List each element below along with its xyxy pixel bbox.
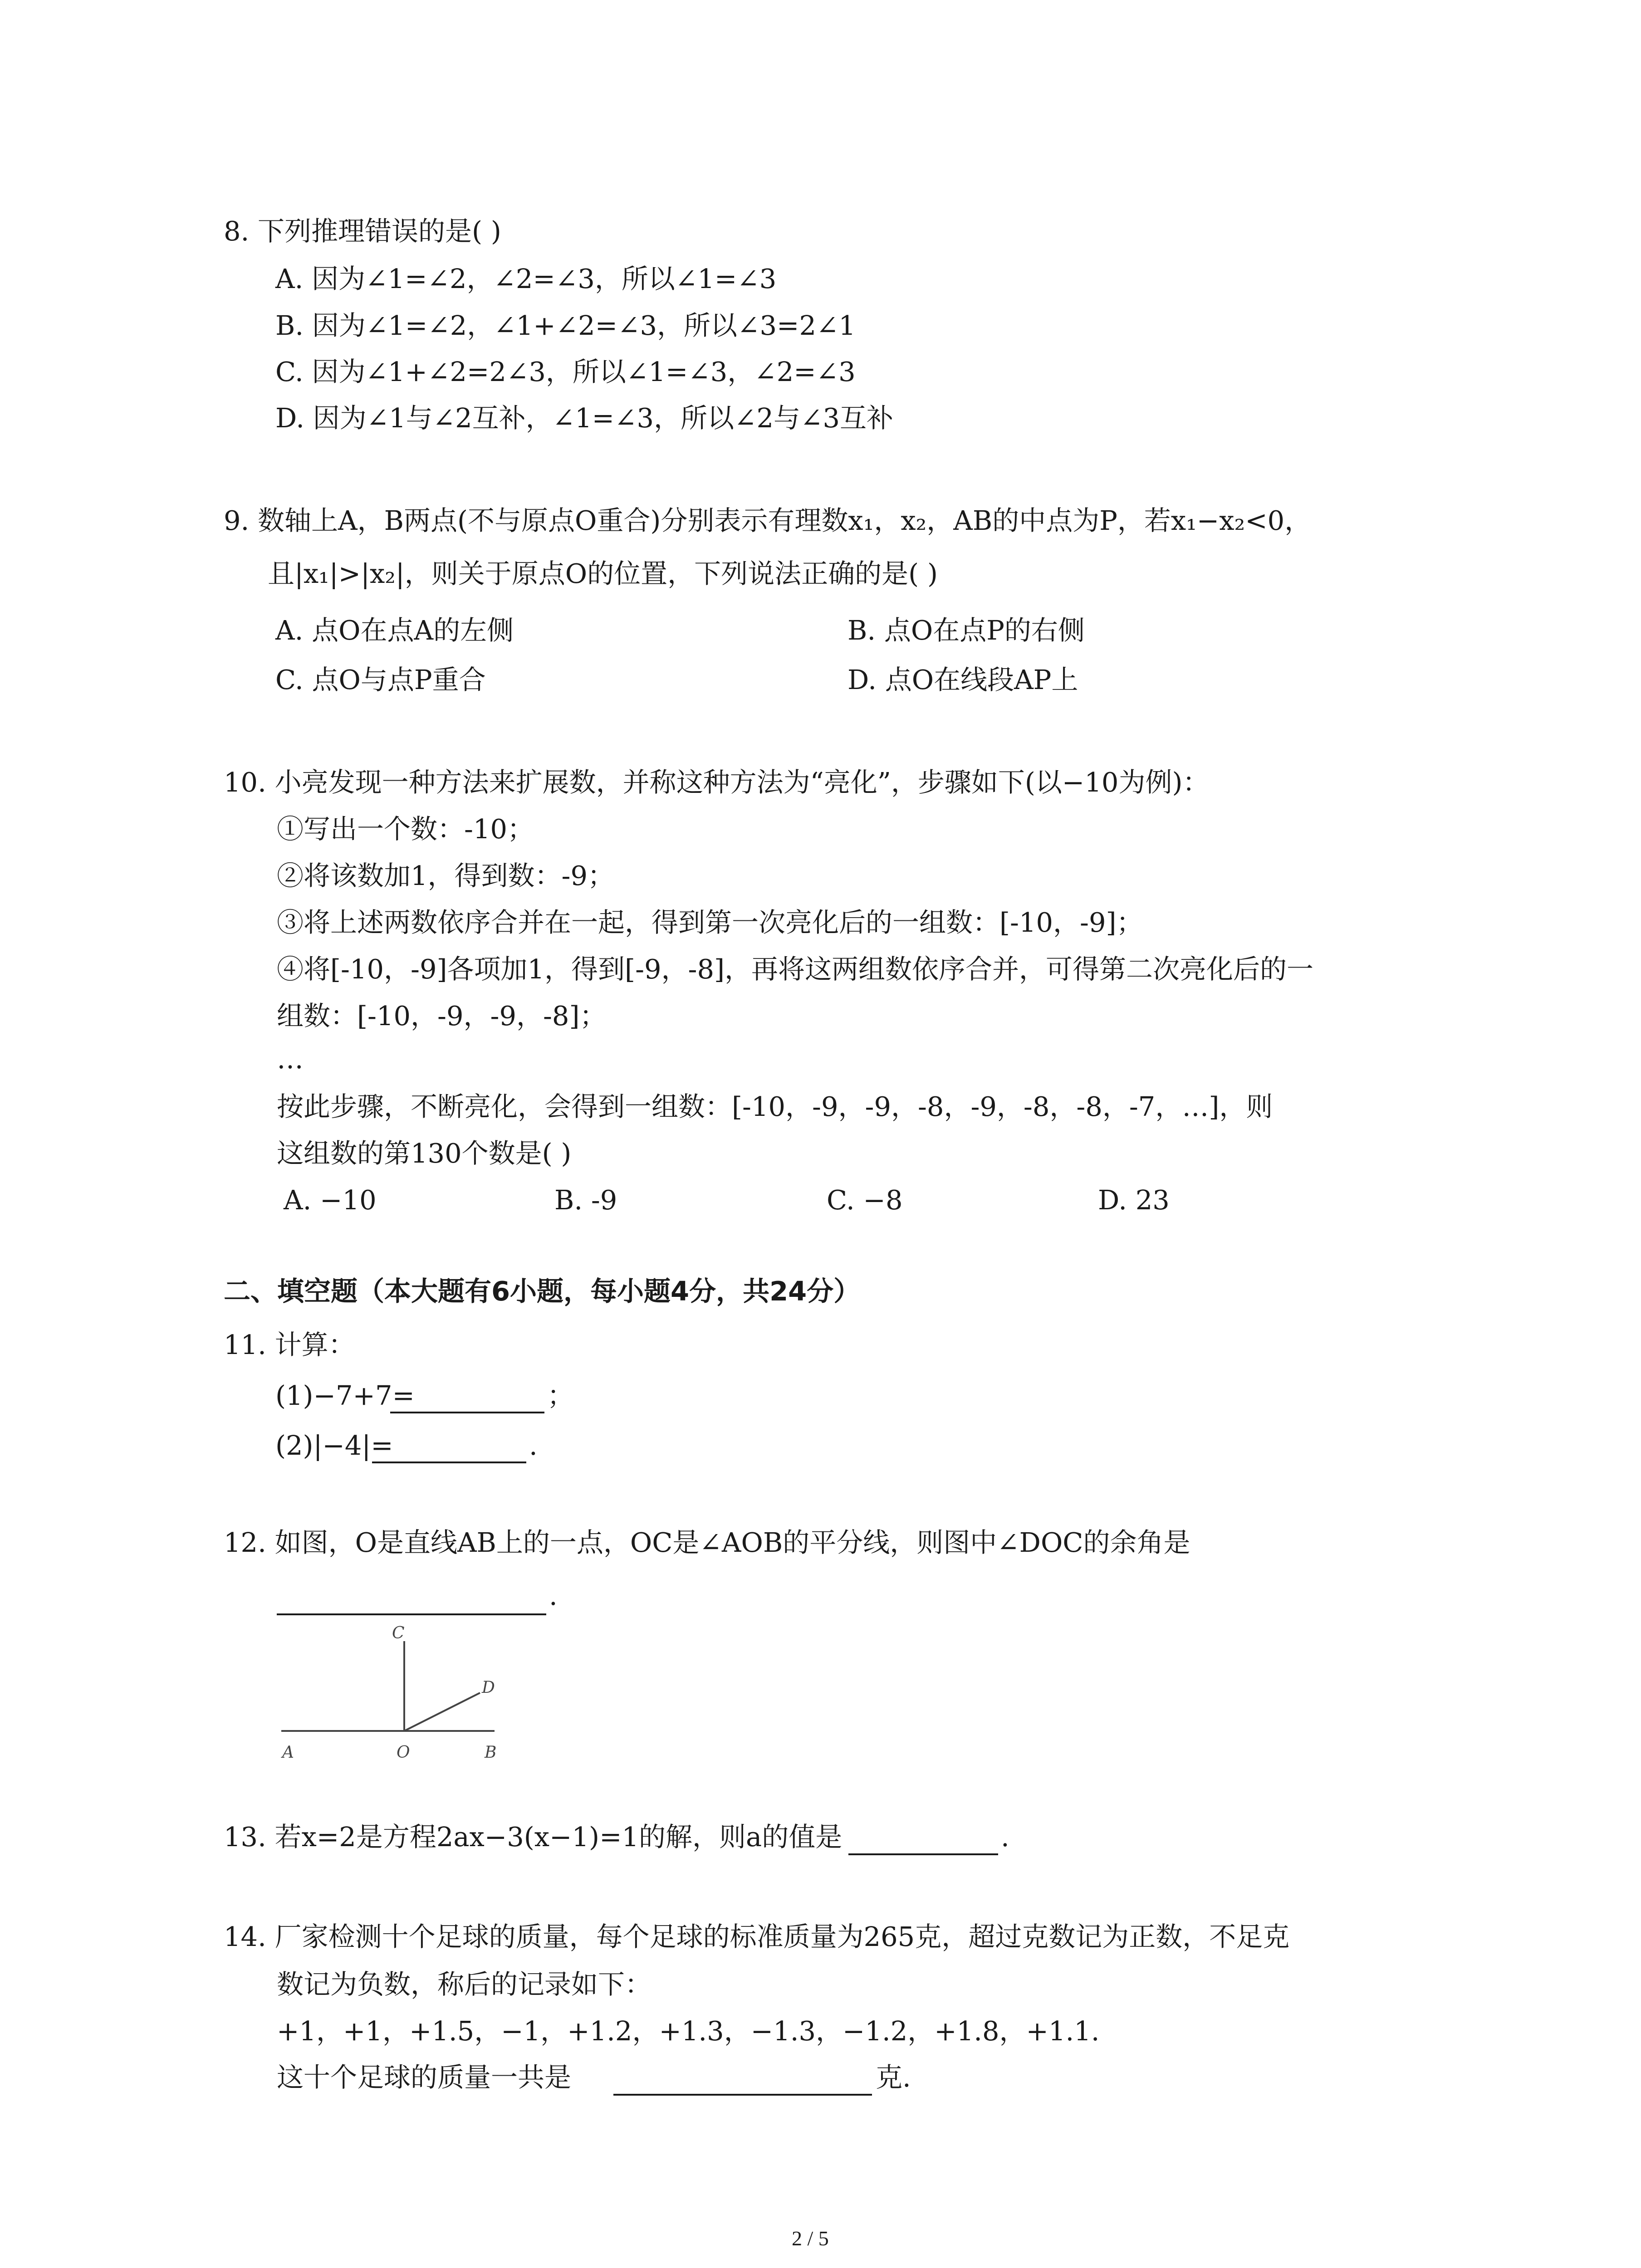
q12-stem: 12. 如图，O是直线AB上的一点，OC是∠AOB的平分线，则图中∠DOC的余角是 <box>224 1527 1190 1558</box>
q9-stem-line2: 且|x₁|>|x₂|，则关于原点O的位置，下列说法正确的是( ) <box>268 558 938 589</box>
angle-diagram <box>272 1619 526 1769</box>
q10-option-b: B. -9 <box>554 1184 617 1216</box>
q8-option-c: C. 因为∠1+∠2=2∠3，所以∠1=∠3，∠2=∠3 <box>275 356 856 387</box>
q11-part1-end: ； <box>547 1380 574 1411</box>
q10-option-c: C. −8 <box>827 1184 903 1216</box>
q10-question: 这组数的第130个数是( ) <box>277 1138 572 1169</box>
q10-stem: 10. 小亮发现一种方法来扩展数，并称这种方法为“亮化”，步骤如下(以−10为例)： <box>224 767 1210 798</box>
q8-option-d: D. 因为∠1与∠2互补，∠1=∠3，所以∠2与∠3互补 <box>275 402 893 434</box>
q14-answer-blank[interactable] <box>613 2094 872 2096</box>
label-d: D <box>482 1678 495 1697</box>
q13-end: . <box>1001 1821 1009 1853</box>
label-a: A <box>282 1743 294 1762</box>
q11-part2-end: . <box>529 1430 538 1461</box>
q10-step3: ③将上述两数依序合并在一起，得到第一次亮化后的一组数：[-10，-9]； <box>277 907 1143 938</box>
q10-conclusion: 按此步骤，不断亮化，会得到一组数：[-10，-9，-9，-8，-9，-8，-8，-7，…]，则 <box>277 1091 1273 1122</box>
q12-end: . <box>549 1580 558 1611</box>
q12-figure <box>272 1619 526 1769</box>
q8-option-a: A. 因为∠1=∠2，∠2=∠3，所以∠1=∠3 <box>275 263 777 294</box>
q11-part1-answer-blank[interactable] <box>390 1412 544 1413</box>
q10-step4: ④将[-10，-9]各项加1，得到[-9，-8]，再将这两组数依序合并，可得第二次亮化后的一 <box>277 953 1314 985</box>
q14-question: 这十个足球的质量一共是 <box>277 2062 572 2093</box>
q9-option-b: B. 点O在点P的右侧 <box>847 615 1085 646</box>
q14-end: 克. <box>876 2062 911 2093</box>
q14-line2: 数记为负数，称后的记录如下： <box>277 1969 652 2000</box>
q12-answer-blank[interactable] <box>277 1613 546 1615</box>
q9-option-c: C. 点O与点P重合 <box>275 664 486 695</box>
label-c: C <box>392 1624 405 1642</box>
ray-od <box>404 1693 480 1731</box>
q10-step1: ①写出一个数：-10； <box>277 813 534 845</box>
label-b: B <box>485 1743 497 1762</box>
q13-answer-blank[interactable] <box>848 1853 998 1855</box>
q14-records: +1，+1，+1.5，−1，+1.2，+1.3，−1.3，−1.2，+1.8，+1.1. <box>277 2015 1100 2047</box>
q11-stem: 11. 计算： <box>224 1329 355 1360</box>
q8-stem: 8. 下列推理错误的是( ) <box>224 215 501 247</box>
q9-stem-line1: 9. 数轴上A，B两点(不与原点O重合)分别表示有理数x₁，x₂，AB的中点为P，若x₁−x₂<0， <box>224 505 1312 536</box>
q11-part2: (2)|−4|= <box>275 1430 393 1461</box>
page-number: 2 / 5 <box>792 2227 829 2250</box>
q13-stem: 13. 若x=2是方程2ax−3(x−1)=1的解，则a的值是 <box>224 1821 843 1853</box>
q11-part1: (1)−7+7= <box>275 1380 415 1411</box>
label-o: O <box>397 1743 410 1762</box>
q10-step4-cont: 组数：[-10，-9，-9，-8]； <box>277 1000 607 1031</box>
section-2-title: 二、填空题（本大题有6小题，每小题4分，共24分） <box>224 1276 861 1307</box>
q10-step2: ②将该数加1，得到数：-9； <box>277 860 615 891</box>
q9-option-a: A. 点O在点A的左侧 <box>275 615 514 646</box>
q10-option-d: D. 23 <box>1098 1184 1170 1216</box>
q10-option-a: A. −10 <box>284 1184 377 1216</box>
q8-option-b: B. 因为∠1=∠2，∠1+∠2=∠3，所以∠3=2∠1 <box>275 310 856 341</box>
q14-line1: 14. 厂家检测十个足球的质量，每个足球的标准质量为265克，超过克数记为正数，不足克 <box>224 1921 1290 1952</box>
q9-option-d: D. 点O在线段AP上 <box>847 664 1078 695</box>
q10-ellipsis: … <box>277 1043 304 1075</box>
q11-part2-answer-blank[interactable] <box>372 1461 526 1463</box>
